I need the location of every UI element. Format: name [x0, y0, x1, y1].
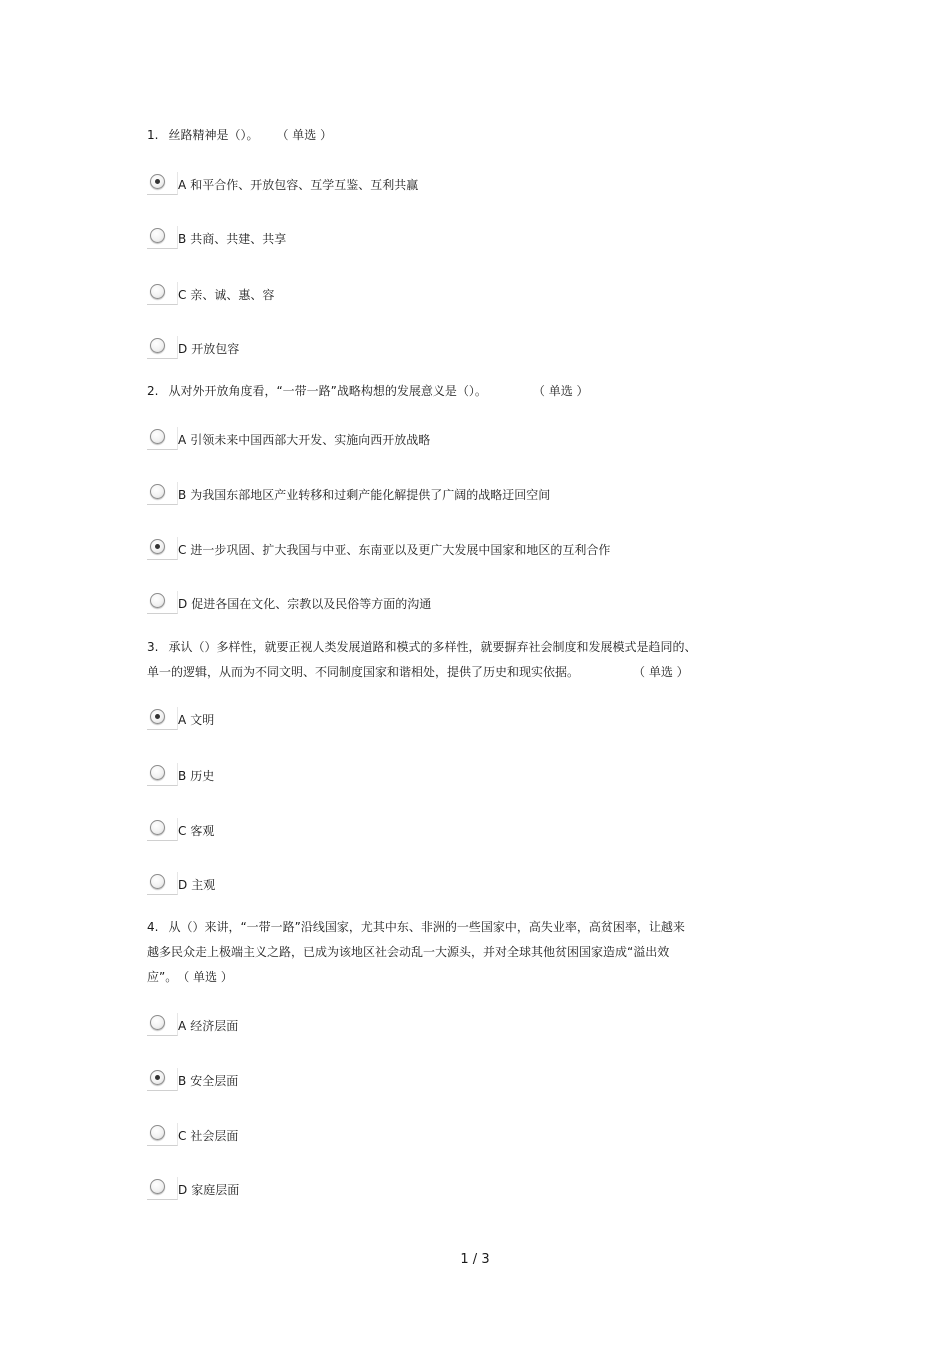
option-label [178, 231, 286, 247]
option-label [178, 1128, 238, 1144]
option-text: 经济层面 [190, 1019, 239, 1033]
option-label [178, 877, 215, 893]
question-number: 2. [147, 384, 159, 398]
option-text: 社会层面 [190, 1129, 239, 1143]
radio-button[interactable] [150, 820, 165, 835]
radio-button[interactable] [150, 284, 165, 299]
option-text: 文明 [190, 713, 215, 727]
option-letter: B [178, 232, 187, 246]
option-letter: B [178, 1074, 187, 1088]
option-text: 历史 [190, 769, 215, 783]
radio-frame [147, 763, 178, 786]
question-type: （ 单选 ） [183, 970, 233, 984]
question-number: 4. [147, 920, 159, 934]
option-text: 客观 [190, 824, 215, 838]
page-number: 1 / 3 [460, 1252, 490, 1267]
radio-frame [147, 872, 178, 895]
option-text: 开放包容 [191, 342, 240, 356]
radio-selected-dot [155, 544, 160, 549]
option-letter: A [178, 713, 187, 727]
option-text: 安全层面 [190, 1074, 239, 1088]
radio-frame [147, 1123, 178, 1146]
radio-button[interactable] [150, 874, 165, 889]
radio-button[interactable] [150, 1179, 165, 1194]
question-line: 从对外开放角度看，“一带一路”战略构想的发展意义是（）。 [168, 384, 487, 398]
question-line: 承认（）多样性，就要正视人类发展道路和模式的多样性，就要摒弃社会制度和发展模式是趋同的、 [168, 640, 697, 654]
option-letter: A [178, 178, 187, 192]
radio-frame [147, 336, 178, 359]
option-letter: A [178, 1019, 187, 1033]
option-label [178, 712, 214, 728]
radio-frame [147, 591, 178, 614]
radio-frame [147, 818, 178, 841]
radio-frame [147, 1177, 178, 1200]
question-3-text-line-2 [147, 660, 689, 685]
option-label [178, 768, 214, 784]
option-letter: C [178, 1129, 187, 1143]
option-text: 和平合作、开放包容、互学互鉴、互利共赢 [190, 178, 419, 192]
question-2-text [147, 379, 589, 404]
question-line: 从（）来讲，“一带一路”沿线国家，尤其中东、非洲的一些国家中，高失业率，高贫困率，让越来 [168, 920, 685, 934]
option-label [178, 542, 610, 558]
question-type: （ 单选 ） [639, 665, 689, 679]
option-letter: D [178, 1183, 188, 1197]
radio-button[interactable] [150, 228, 165, 243]
option-label [178, 341, 239, 357]
option-text: 引领未来中国西部大开发、实施向西开放战略 [190, 433, 431, 447]
radio-button[interactable] [150, 429, 165, 444]
question-line: 丝路精神是（）。 [168, 128, 259, 142]
radio-button[interactable] [150, 1015, 165, 1030]
option-text: 为我国东部地区产业转移和过剩产能化解提供了广阔的战略迂回空间 [190, 488, 551, 502]
radio-button[interactable] [150, 709, 165, 724]
question-line: 应”。 [147, 970, 178, 984]
option-letter: C [178, 288, 187, 302]
radio-button[interactable] [150, 765, 165, 780]
option-letter: A [178, 433, 187, 447]
option-text: 共商、共建、共享 [190, 232, 287, 246]
option-label [178, 432, 430, 448]
option-letter: D [178, 342, 188, 356]
radio-button[interactable] [150, 174, 165, 189]
radio-selected-dot [155, 1075, 160, 1080]
radio-button[interactable] [150, 593, 165, 608]
option-label [178, 287, 274, 303]
option-letter: B [178, 769, 187, 783]
radio-button[interactable] [150, 484, 165, 499]
option-text: 促进各国在文化、宗教以及民俗等方面的沟通 [191, 597, 432, 611]
radio-frame [147, 427, 178, 450]
question-type: （ 单选 ） [282, 128, 333, 142]
radio-frame [147, 172, 178, 195]
radio-selected-dot [155, 179, 160, 184]
question-4-text-line-2 [147, 940, 669, 965]
question-type: （ 单选 ） [538, 384, 589, 398]
radio-selected-dot [155, 714, 160, 719]
question-line: 单一的逻辑，从而为不同文明、不同制度国家和谐相处，提供了历史和现实依据。 [147, 665, 580, 679]
option-label [178, 596, 431, 612]
option-text: 家庭层面 [191, 1183, 240, 1197]
question-4-text [147, 915, 685, 940]
radio-frame [147, 226, 178, 249]
option-label [178, 1182, 239, 1198]
option-text: 进一步巩固、扩大我国与中亚、东南亚以及更广大发展中国家和地区的互利合作 [190, 543, 611, 557]
option-label [178, 487, 550, 503]
option-text: 主观 [191, 878, 216, 892]
radio-button[interactable] [150, 1125, 165, 1140]
option-letter: D [178, 597, 188, 611]
option-letter: C [178, 543, 187, 557]
option-letter: D [178, 878, 188, 892]
radio-frame [147, 537, 178, 560]
radio-frame [147, 482, 178, 505]
question-1-text [147, 123, 332, 148]
option-letter: C [178, 824, 187, 838]
question-line: 越多民众走上极端主义之路，已成为该地区社会动乱一大源头，并对全球其他贫困国家造成“溢出效 [147, 945, 670, 959]
option-text: 亲、诚、惠、容 [190, 288, 275, 302]
question-4-text-line-3 [147, 965, 233, 990]
option-label [178, 177, 418, 193]
radio-frame [147, 1013, 178, 1036]
option-label [178, 1018, 238, 1034]
radio-frame [147, 707, 178, 730]
question-number: 1. [147, 128, 159, 142]
question-3-text [147, 635, 696, 660]
radio-button[interactable] [150, 338, 165, 353]
radio-frame [147, 282, 178, 305]
option-letter: B [178, 488, 187, 502]
radio-frame [147, 1068, 178, 1091]
question-number: 3. [147, 640, 159, 654]
radio-button[interactable] [150, 539, 165, 554]
option-label [178, 823, 214, 839]
radio-button[interactable] [150, 1070, 165, 1085]
option-label [178, 1073, 238, 1089]
